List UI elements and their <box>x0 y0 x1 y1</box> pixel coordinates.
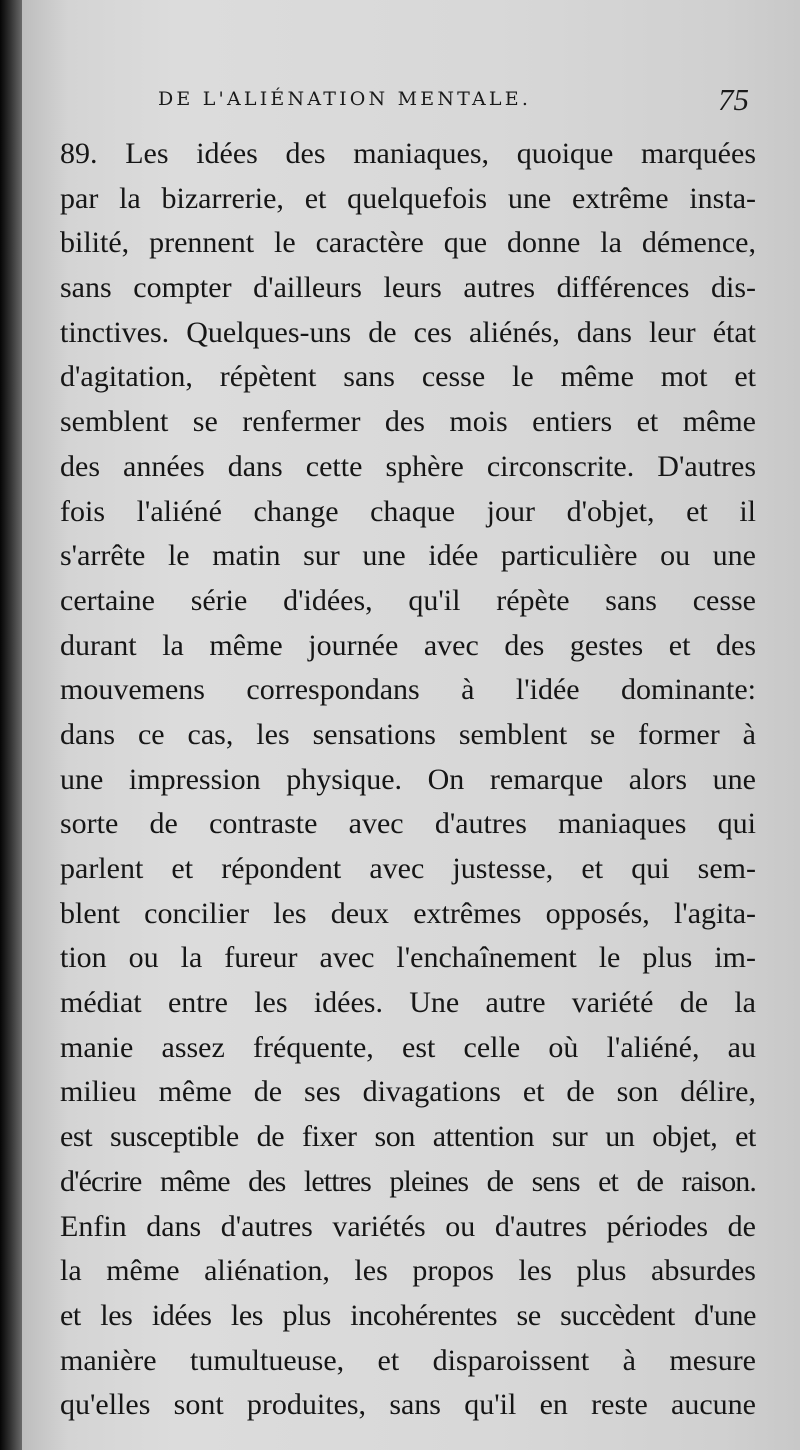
page-number: 75 <box>718 82 749 117</box>
body-text <box>60 132 756 1428</box>
text-line: dans ce cas, les sensations semblent se former à <box>60 717 756 751</box>
text-line: médiat entre les idées. Une autre variété de la <box>60 986 756 1020</box>
text-line: d'écrire même des lettres pleines de sens et de raison. <box>60 1164 756 1198</box>
page-header <box>22 80 800 120</box>
text-line: et les idées les plus incohérentes se succèdent d'une <box>60 1298 756 1332</box>
text-line: qu'elles sont produites, sans qu'il en reste aucune <box>60 1388 756 1422</box>
text-line: milieu même de ses divagations et de son délire, <box>60 1075 756 1109</box>
text-line: Enfin dans d'autres variétés ou d'autres périodes de <box>60 1209 756 1243</box>
text-line: manière tumultueuse, et disparoissent à mesure <box>60 1343 756 1377</box>
text-line: par la bizarrerie, et quelquefois une extrême insta- <box>60 181 756 215</box>
text-line: parlent et répondent avec justesse, et qui sem- <box>60 852 756 885</box>
text-line: des années dans cette sphère circonscrite. D'autres <box>60 449 756 483</box>
book-page <box>22 0 800 1450</box>
book-gutter-shadow <box>0 0 22 1450</box>
text-line: sans compter d'ailleurs leurs autres différences dis- <box>60 271 756 305</box>
text-line: 89. Les idées des maniaques, quoique marquées <box>60 137 756 170</box>
text-line: s'arrête le matin sur une idée particulière ou une <box>60 539 756 573</box>
text-line: bilité, prennent le caractère que donne la démence, <box>60 226 756 260</box>
text-line: mouvemens correspondans à l'idée dominante: <box>60 673 756 707</box>
text-line: durant la même journée avec des gestes et des <box>60 628 756 662</box>
running-title: DE L'ALIÉNATION MENTALE. <box>158 88 532 110</box>
text-line: une impression physique. On remarque alors une <box>60 762 756 796</box>
text-line: manie assez fréquente, est celle où l'aliéné, au <box>60 1030 756 1064</box>
text-line: tion ou la fureur avec l'enchaînement le plus im- <box>60 941 756 975</box>
text-line: sorte de contraste avec d'autres maniaques qui <box>60 807 756 841</box>
text-line: d'agitation, répètent sans cesse le même mot et <box>60 360 756 394</box>
text-line: semblent se renfermer des mois entiers et même <box>60 405 756 439</box>
text-line: certaine série d'idées, qu'il répète sans cesse <box>60 583 756 617</box>
text-line: tinctives. Quelques-uns de ces aliénés, dans leur état <box>60 315 756 349</box>
text-line: la même aliénation, les propos les plus absurdes <box>60 1254 756 1288</box>
text-line: blent concilier les deux extrêmes opposés, l'agita- <box>60 896 756 930</box>
text-line: fois l'aliéné change chaque jour d'objet, et il <box>60 494 756 528</box>
text-line: est susceptible de fixer son attention sur un objet, et <box>60 1120 756 1154</box>
